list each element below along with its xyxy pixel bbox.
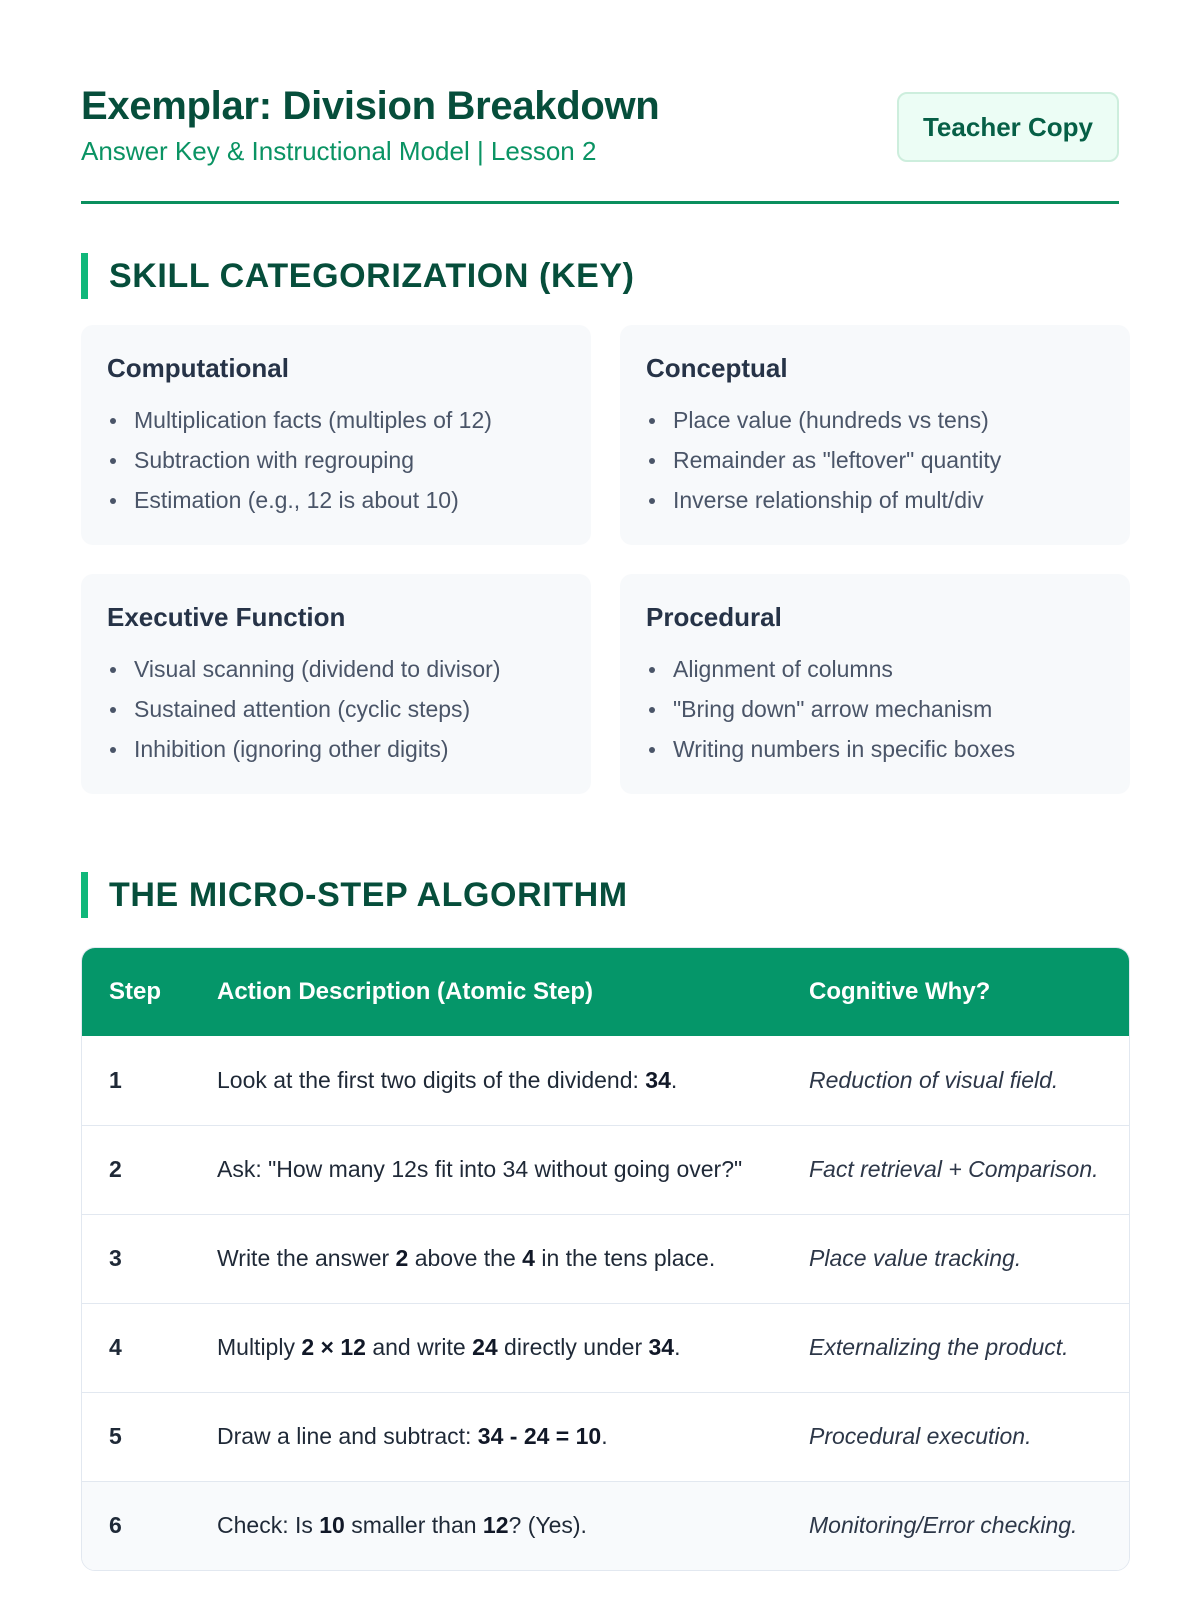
step-why: Reduction of visual field. (809, 1066, 1059, 1093)
emphasized-value: 12 (482, 1512, 509, 1539)
action-text: . (674, 1334, 681, 1360)
page-header (81, 80, 1119, 204)
emphasized-value: 34 (645, 1066, 671, 1093)
skill-list (107, 649, 565, 769)
list-item: Remainder as "leftover" quantity (646, 440, 1104, 480)
action-text: Multiply (217, 1334, 302, 1360)
table-row (82, 1125, 1129, 1214)
action-text: ? (Yes). (508, 1512, 587, 1539)
emphasized-value: 2 × 12 (301, 1334, 366, 1360)
action-text: Draw a line and subtract: (217, 1423, 478, 1449)
list-item: Multiplication facts (multiples of 12) (107, 400, 565, 440)
step-why: Place value tracking. (782, 1214, 1129, 1303)
step-why: Procedural execution. (782, 1392, 1129, 1481)
emphasized-value: 2 (395, 1245, 409, 1271)
action-text: Check: Is (217, 1512, 320, 1539)
step-why: Monitoring/Error checking. (782, 1481, 1129, 1570)
table-row (82, 1303, 1129, 1392)
list-item: Subtraction with regrouping (107, 440, 565, 480)
skill-list (646, 400, 1104, 520)
column-header-step: Step (82, 948, 190, 1036)
skill-card-title: Procedural (646, 602, 782, 632)
list-item: Estimation (e.g., 12 is about 10) (107, 480, 565, 520)
step-action (190, 1303, 782, 1392)
algorithm-section-heading: THE MICRO-STEP ALGORITHM (81, 872, 628, 918)
action-text: Write the answer (217, 1245, 396, 1271)
step-number: 2 (82, 1125, 190, 1214)
skill-card-executive-function (81, 574, 591, 794)
step-number: 4 (82, 1303, 190, 1392)
action-text: in the tens place. (534, 1245, 716, 1271)
table-row (82, 1214, 1129, 1303)
list-item: "Bring down" arrow mechanism (646, 689, 1104, 729)
page-subtitle: Answer Key & Instructional Model | Lesson 2 (81, 136, 597, 166)
skill-list (646, 649, 1104, 769)
table-row (82, 1392, 1129, 1481)
step-action (190, 1036, 782, 1125)
step-why: Externalizing the product. (782, 1303, 1129, 1392)
action-text: . (670, 1066, 678, 1093)
algorithm-table (81, 947, 1130, 1571)
skill-card-title: Executive Function (107, 602, 346, 632)
step-number: 3 (82, 1214, 190, 1303)
skill-list (107, 400, 565, 520)
emphasized-value: 10 (319, 1512, 345, 1539)
list-item: Alignment of columns (646, 649, 1104, 689)
skill-card-procedural (620, 574, 1130, 794)
skill-card-title: Conceptual (646, 353, 788, 383)
list-item: Inhibition (ignoring other digits) (107, 729, 565, 769)
step-why: Fact retrieval + Comparison. (782, 1125, 1129, 1214)
column-header-why: Cognitive Why? (782, 948, 1129, 1036)
action-text: directly under (497, 1334, 649, 1360)
table-row (82, 1481, 1129, 1570)
table-header-row (82, 948, 1129, 1036)
list-item: Sustained attention (cyclic steps) (107, 689, 565, 729)
action-text: smaller than (344, 1512, 483, 1539)
action-text: and write (365, 1334, 473, 1360)
step-action (190, 1392, 782, 1481)
step-number: 1 (109, 1066, 122, 1093)
skill-card-computational (81, 325, 591, 545)
step-action (190, 1125, 782, 1214)
emphasized-value: 34 - 24 = 10 (477, 1423, 602, 1449)
page-title: Exemplar: Division Breakdown (81, 84, 660, 128)
emphasized-value: 4 (522, 1245, 535, 1271)
teacher-copy-badge: Teacher Copy (897, 92, 1119, 162)
list-item: Inverse relationship of mult/div (646, 480, 1104, 520)
emphasized-value: 24 (472, 1334, 498, 1360)
step-action (190, 1481, 782, 1570)
action-text: . (601, 1423, 608, 1449)
table-row (82, 1036, 1129, 1125)
step-number: 5 (82, 1392, 190, 1481)
skill-card-title: Computational (107, 353, 289, 383)
skill-card-conceptual (620, 325, 1130, 545)
list-item: Writing numbers in specific boxes (646, 729, 1104, 769)
action-text: Ask: "How many 12s fit into 34 without going over?" (217, 1156, 743, 1182)
list-item: Visual scanning (dividend to divisor) (107, 649, 565, 689)
skills-section-heading: SKILL CATEGORIZATION (KEY) (81, 253, 635, 299)
emphasized-value: 34 (648, 1334, 675, 1360)
step-action (190, 1214, 782, 1303)
step-number: 6 (82, 1481, 190, 1570)
list-item: Place value (hundreds vs tens) (646, 400, 1104, 440)
action-text: above the (408, 1245, 523, 1271)
action-text: Look at the first two digits of the dividend: (217, 1066, 646, 1093)
column-header-action: Action Description (Atomic Step) (190, 948, 782, 1036)
